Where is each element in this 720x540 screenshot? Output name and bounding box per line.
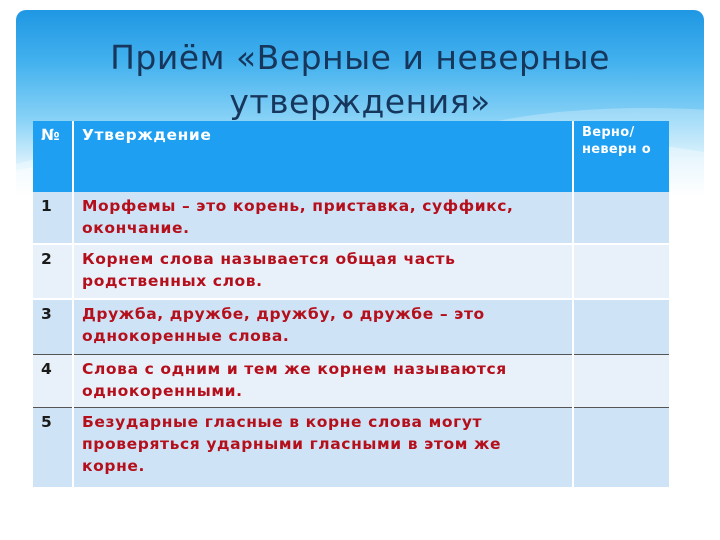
row-number: 1	[33, 192, 73, 244]
table-row	[33, 355, 669, 408]
row-statement: Безударные гласные в корне слова могут проверяться ударными гласными в этом же корне.	[73, 408, 573, 488]
row-statement: Морфемы – это корень, приставка, суффикс, окончание.	[73, 192, 573, 244]
row-number: 4	[33, 355, 73, 408]
row-statement: Корнем слова называется общая часть родственных слов.	[73, 244, 573, 299]
row-number: 2	[33, 244, 73, 299]
row-verdict-cell[interactable]	[573, 192, 669, 244]
row-verdict-cell[interactable]	[573, 299, 669, 355]
row-verdict-cell[interactable]	[573, 408, 669, 488]
table-row	[33, 408, 669, 488]
row-verdict-cell[interactable]	[573, 355, 669, 408]
row-number: 3	[33, 299, 73, 355]
row-number: 5	[33, 408, 73, 488]
table-header-row	[33, 121, 669, 192]
header-statement: Утверждение	[73, 121, 573, 192]
table-row	[33, 244, 669, 299]
table-row	[33, 299, 669, 355]
row-statement: Дружба, дружбе, дружбу, о дружбе – это однокоренные слова.	[73, 299, 573, 355]
header-verdict: Верно/ неверн о	[573, 121, 669, 192]
row-statement: Слова с одним и тем же корнем называются однокоренными.	[73, 355, 573, 408]
row-verdict-cell[interactable]	[573, 244, 669, 299]
table-row	[33, 192, 669, 244]
statements-table	[33, 121, 669, 487]
slide-title: Приём «Верные и неверные утверждения»	[110, 38, 610, 121]
header-number: №	[33, 121, 73, 192]
